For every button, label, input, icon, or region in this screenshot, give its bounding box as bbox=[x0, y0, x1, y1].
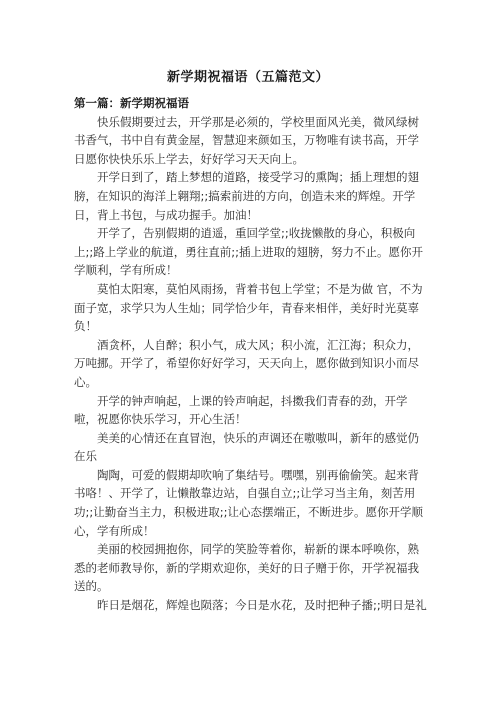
paragraph: 开学的钟声响起，上课的铃声响起，抖擞我们青春的劲，开学啦，祝愿你快乐学习，开心生活！ bbox=[74, 393, 408, 427]
paragraph: 快乐假期要过去，开学那是必须的，学校里面风光美，微风绿树书香气，书中自有黄金屋，智慧迎来颜如玉，万物唯有读书高，开学日愿你快快乐乐上学去，好好学习天天向上。 bbox=[74, 114, 419, 166]
document-title: 新学期祝福语（五篇范文） bbox=[166, 70, 329, 85]
paragraph: 开学了，告别假期的逍遥，重回学堂;;收拢懒散的身心，积极向上;;路上学业的航道，勇往直前;;插上进取的翅膀，努力不止。愿你开学顺利，学有所成！ bbox=[74, 226, 423, 278]
paragraph: 昨日是烟花，辉煌也陨落；今日是水花，及时把种子播;;明日是礼 bbox=[97, 598, 427, 613]
paragraph: 美丽的校园拥抱你，同学的笑脸等着你，崭新的课本呼唤你，熟悉的老师教导你，新的学期欢迎你，美好的日子赠于你，开学祝福我送的。 bbox=[74, 542, 419, 594]
paragraph: 莫怕太阳寒，莫怕风雨扬，背着书包上学堂；不是为做 官，不为面子宽，求学只为人生灿；同学恰少年，青春来相伴，美好时光莫辜负！ bbox=[74, 281, 423, 334]
paragraph: 酒贪杯，人自醉；积小气，成大风；积小流，汇江海；积众力，万吨挪。开学了，希望你好好学习，天天向上，愿你做到知识小而尽心。 bbox=[74, 337, 419, 389]
paragraph: 陶陶，可爱的假期却吹响了集结号。嘿嘿，别再偷偷笑。起来背书咯！、开学了，让懒散靠边站，自强自立;;让学习当主角，刻苦用功;;让勤奋当主力，积极进取;;让心态摆端正，不断进步。愿你开学顺心，学有所成！ bbox=[74, 467, 423, 538]
section-heading: 第一篇：新学期祝福语 bbox=[74, 96, 189, 110]
document-body bbox=[74, 94, 428, 615]
paragraph: 美美的心情还在直冒泡，快乐的声调还在嗷嗷叫，新年的感觉仍在乐 bbox=[74, 430, 419, 464]
paragraph: 开学日到了，踏上梦想的道路，接受学习的熏陶；插上理想的翅膀，在知识的海洋上翱翔;;搞索前进的方向，创造未来的辉煌。开学日，背上书包，与成功握手。加油！ bbox=[74, 170, 419, 222]
